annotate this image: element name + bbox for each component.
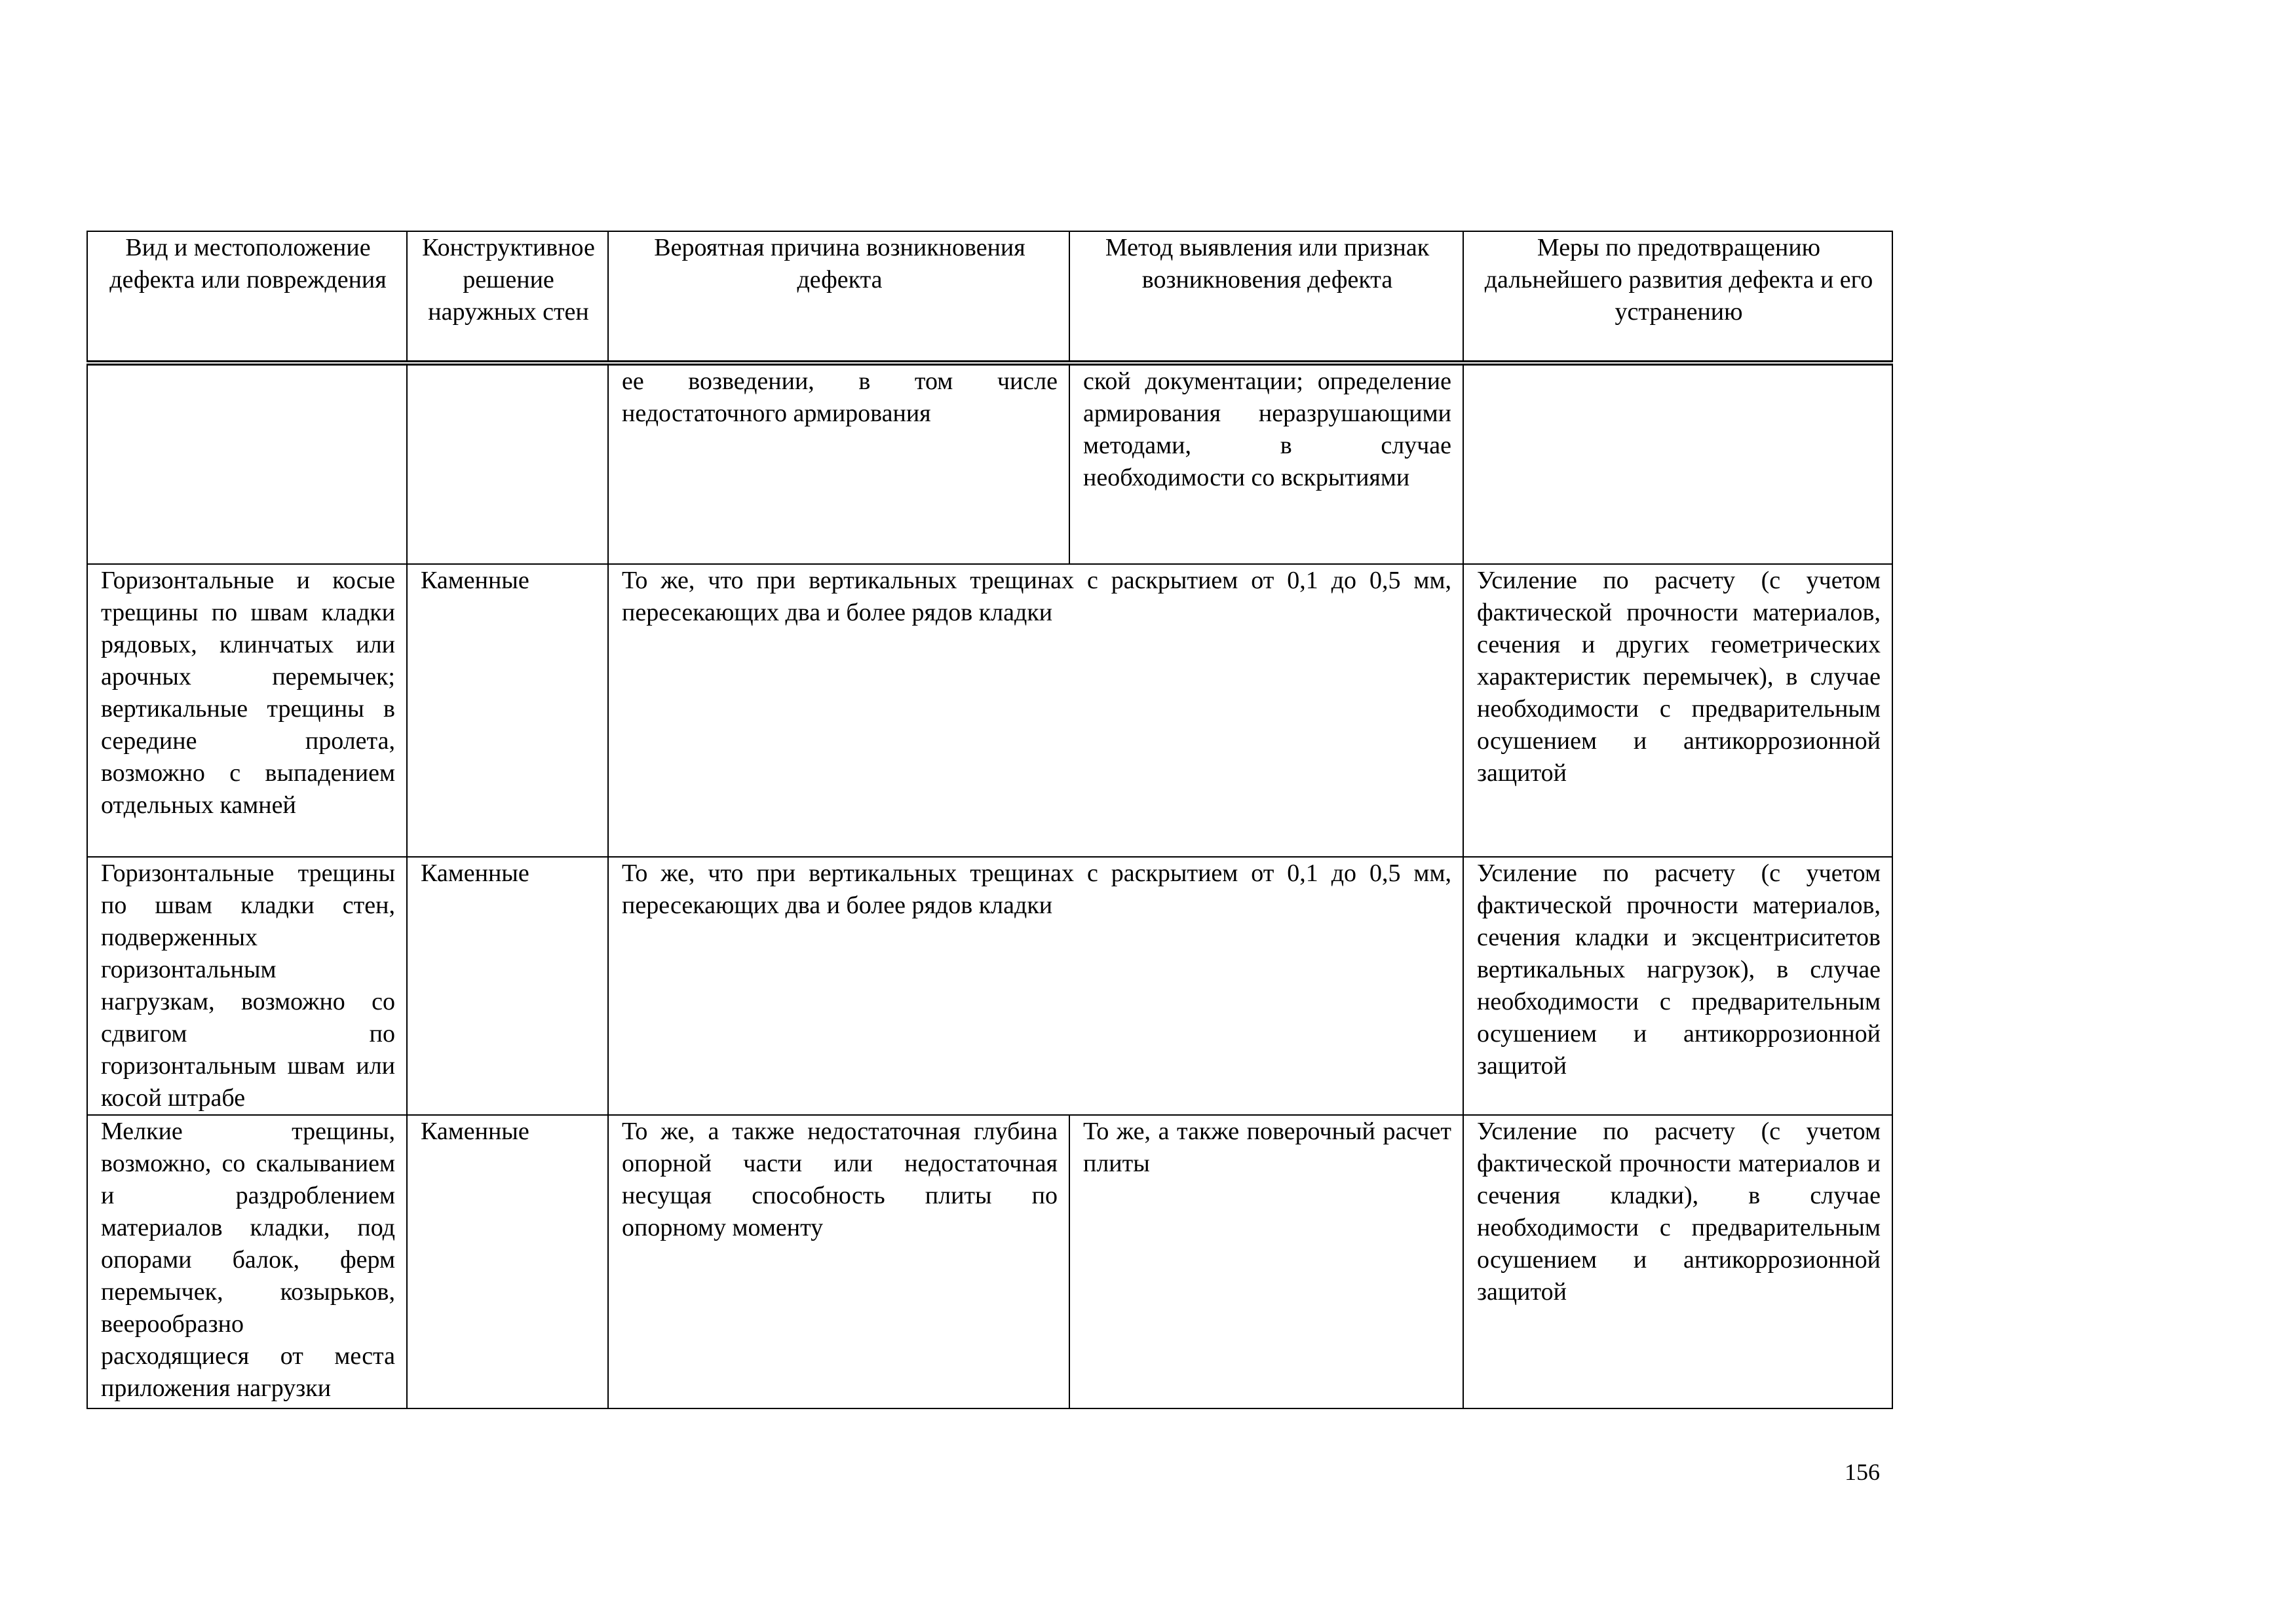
table-row <box>87 363 1892 564</box>
cell-cause: То же, а также недостаточная глубина опорной части или недостаточная несущая способность плиты по опорному моменту <box>608 1115 1069 1408</box>
cell-measures: Усиление по расчету (с учетом фактической прочности материалов, сечения и других геометрических характеристик перемычек), в случае необходимости с предварительным осушением и антикоррозионной защитой <box>1463 564 1892 857</box>
cell-defect: Горизонтальные трещины по швам кладки стен, подверженных горизонтальным нагрузкам, возможно со сдвигом по горизонтальным швам или косой штрабе <box>87 857 407 1115</box>
cell-measures: Усиление по расчету (с учетом фактической прочности материалов и сечения кладки), в случае необходимости с предварительным осушением и антикоррозионной защитой <box>1463 1115 1892 1408</box>
cell-cause: ее возведении, в том числе недостаточного армирования <box>608 363 1069 564</box>
table-row <box>87 1115 1892 1408</box>
header-defect-type: Вид и местоположение дефекта или повреждения <box>87 231 407 363</box>
cell-defect <box>87 363 407 564</box>
header-row <box>87 231 1892 363</box>
cell-defect: Горизонтальные и косые трещины по швам кладки рядовых, клинчатых или арочных перемычек; вертикальные трещины в середине пролета, возможно с выпадением отдельных камней <box>87 564 407 857</box>
cell-measures <box>1463 363 1892 564</box>
cell-cause-method: То же, что при вертикальных трещинах с раскрытием от 0,1 до 0,5 мм, пересекающих два и более рядов кладки <box>608 564 1463 857</box>
cell-structure: Каменные <box>407 857 608 1115</box>
table-row <box>87 564 1892 857</box>
table-body <box>87 363 1892 1408</box>
header-detection-method: Метод выявления или признак возникновения дефекта <box>1069 231 1463 363</box>
header-remedial-measures: Меры по предотвращению дальнейшего развития дефекта и его устранению <box>1463 231 1892 363</box>
cell-cause-method: То же, что при вертикальных трещинах с раскрытием от 0,1 до 0,5 мм, пересекающих два и более рядов кладки <box>608 857 1463 1115</box>
cell-method: То же, а также поверочный расчет плиты <box>1069 1115 1463 1408</box>
defects-table <box>86 231 1893 1409</box>
page-number: 156 <box>1845 1459 1880 1485</box>
table-header <box>87 231 1892 363</box>
header-probable-cause: Вероятная причина возникновения дефекта <box>608 231 1069 363</box>
cell-structure: Каменные <box>407 564 608 857</box>
table-row <box>87 857 1892 1115</box>
cell-method: ской документации; определение армирования неразрушающими методами, в случае необходимости со вскрытиями <box>1069 363 1463 564</box>
cell-structure <box>407 363 608 564</box>
header-wall-structure: Конструктивное решение наружных стен <box>407 231 608 363</box>
cell-defect: Мелкие трещины, возможно, со скалыванием и раздроблением материалов кладки, под опорами балок, ферм перемычек, козырьков, веерообразно расходящиеся от места приложения нагрузки <box>87 1115 407 1408</box>
cell-structure: Каменные <box>407 1115 608 1408</box>
cell-measures: Усиление по расчету (с учетом фактической прочности материалов, сечения кладки и эксцентриситетов вертикальных нагрузок), в случае необходимости с предварительным осушением и антикоррозионной защитой <box>1463 857 1892 1115</box>
